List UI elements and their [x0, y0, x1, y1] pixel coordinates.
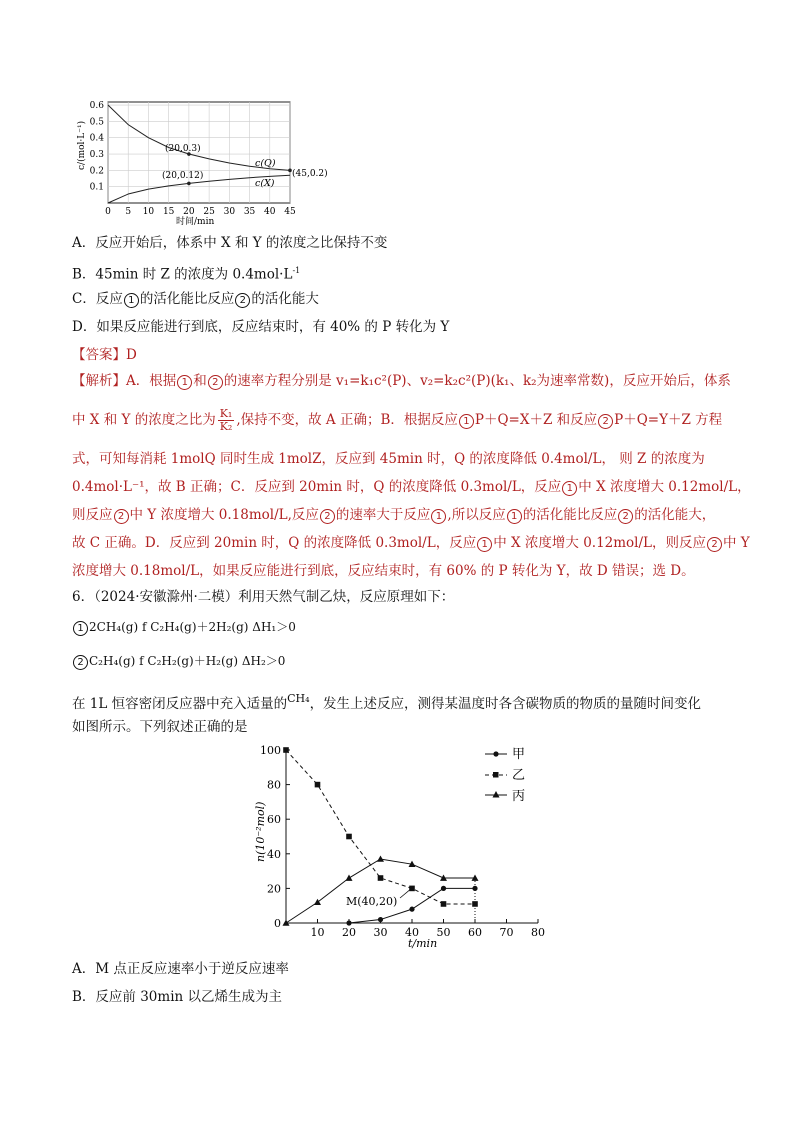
chart2-ytick: 80 — [267, 778, 281, 792]
chart2-ylabel: n(10⁻²mol) — [254, 801, 267, 862]
chart2-xtick: 60 — [468, 926, 482, 939]
q5-option-c: C．反应 1 的活化能比反应 2 的活化能大 — [72, 291, 319, 307]
circled-2: 2 — [235, 293, 250, 308]
chart1-xtick: 30 — [223, 207, 236, 217]
chart1-xtick: 45 — [284, 207, 296, 217]
chart2-ytick: 60 — [267, 813, 281, 827]
legend-yi: 乙 — [512, 768, 526, 783]
chart2-ytick: 40 — [267, 847, 281, 861]
chart1-xtick: 5 — [125, 207, 132, 217]
moles-time-chart — [250, 740, 550, 952]
ratio-fraction: $\frac{\text{K₁}}{\text{K₂}}$ — [219, 407, 233, 433]
legend-jia: 甲 — [512, 747, 526, 762]
q5-explanation-line4: 0.4mol·L⁻¹，故 B 正确；C．反应到 20min 时，Q 的浓度降低 0.3mol/L，反应 1 中 X 浓度增大 0.12mol/L， — [72, 479, 751, 495]
chart2-xtick: 80 — [531, 926, 545, 939]
chart2-xtick: 20 — [342, 926, 356, 939]
chart1-ylabel: c/(mol·L⁻¹) — [77, 120, 87, 170]
label-cq: c(Q) — [255, 158, 276, 169]
jia-point — [378, 917, 383, 922]
chart2-legend — [485, 747, 525, 804]
legend-square-marker — [493, 772, 499, 778]
chart1-xtick: 40 — [264, 207, 276, 217]
annotation-m-point: M(40,20) — [346, 895, 398, 908]
series-yi-line — [286, 750, 475, 904]
concentration-time-chart — [72, 92, 332, 232]
bing-point — [346, 875, 353, 881]
chart1-ytick: 0.2 — [89, 166, 104, 177]
chart2-xtick: 50 — [436, 926, 451, 939]
chart1-xtick: 25 — [203, 207, 215, 217]
chart2-xlabel: t/min — [408, 937, 438, 950]
bing-point — [377, 855, 384, 861]
chart2-ytick: 100 — [260, 744, 281, 757]
jia-point — [346, 920, 351, 925]
q5-explanation-line7: 浓度增大 0.18mol/L，如果反应能进行到底，反应结束时，有 60% 的 P 转化为 Y，故 D 错误；选 D。 — [72, 563, 695, 579]
yi-point — [441, 901, 447, 907]
q5-explanation-line6: 故 C 正确。D．反应到 20min 时，Q 的浓度降低 0.3mol/L，反应 1 中 X 浓度增大 0.12mol/L，则反应 2 中 Y — [72, 535, 750, 551]
q5-option-a: A．反应开始后，体系中 X 和 Y 的浓度之比保持不变 — [72, 235, 388, 251]
chart2-ytick: 20 — [267, 882, 281, 896]
chart1-xtick: 35 — [243, 207, 256, 217]
q5-explanation-line1: 【解析】A．根据 1 和 2 的速率方程分别是 v₁=k₁c²(P)、v₂=k₂c²(P)(k₁、k₂为速率常数)，反应开始后，体系 — [72, 373, 731, 389]
chart1-ytick: 0.3 — [89, 150, 104, 161]
annotation-45-0.2: (45,0.2) — [292, 169, 328, 179]
q6-reaction-1: 1 2CH₄(g) f C₂H₄(g)＋2H₂(g) ΔH₁＞0 — [72, 618, 296, 636]
yi-point — [315, 782, 321, 788]
q6-reaction-2: 2 C₂H₄(g) f C₂H₂(g)＋H₂(g) ΔH₂＞0 — [72, 652, 285, 670]
chart1-xtick: 10 — [142, 207, 155, 217]
yi-point — [378, 875, 384, 881]
jia-point — [441, 886, 446, 891]
jia-point — [409, 907, 414, 912]
q5-explanation-line5: 则反应 2 中 Y 浓度增大 0.18mol/L,反应 2 的速率大于反应 1 ,所以反应 1 的活化能比反应 2 的活化能大， — [72, 507, 716, 523]
annotation-m-pointer — [400, 888, 412, 898]
yi-point — [346, 834, 352, 840]
annotation-20-0.12: (20,0.12) — [162, 171, 204, 181]
annotation-20-0.3: (20,0.3) — [165, 144, 201, 154]
chart1-ytick: 0.6 — [89, 101, 104, 112]
q6-stem: 6．（2024·安徽滁州·二模）利用天然气制乙炔，反应原理如下： — [72, 589, 455, 605]
legend-triangle-marker — [493, 791, 500, 798]
chart1-xlabel: 时间/min — [176, 217, 215, 227]
q6-option-b: B．反应前 30min 以乙烯生成为主 — [72, 989, 282, 1005]
chart1-xtick: 15 — [162, 207, 175, 217]
bing-point — [314, 899, 321, 905]
series-bing-line — [286, 859, 475, 923]
chart1-ytick: 0.1 — [89, 182, 104, 193]
legend-bing: 丙 — [512, 789, 526, 804]
q5-option-b: B．45min 时 Z 的浓度为 $0.4mol\cdot L^{-1}$ — [72, 266, 301, 283]
chart2-xtick: 10 — [310, 926, 325, 939]
legend-circle-marker — [493, 751, 498, 756]
yi-point — [283, 747, 289, 753]
q6-body-line1: 在 1L 恒容密闭反应器中充入适量的$^{CH_4}$，发生上述反应，测得某温度时各含碳物质的物质的量随时间变化 — [72, 692, 702, 712]
chart2-ytick: 0 — [274, 917, 281, 930]
circled-1: 1 — [124, 293, 139, 308]
q5-explanation-line3: 式，可知每消耗 1molQ 同时生成 1molZ，反应到 45min 时，Q 的浓度降低 0.4mol/L， 则 Z 的浓度为 — [72, 451, 705, 467]
q6-option-a: A．M 点正反应速率小于逆反应速率 — [72, 961, 289, 977]
chart1-ytick: 0.5 — [89, 117, 104, 128]
label-cx: c(X) — [255, 178, 275, 189]
chart1-xtick: 0 — [105, 207, 111, 217]
chart1-ytick: 0.4 — [89, 133, 104, 144]
chart2-xtick: 40 — [405, 926, 419, 939]
point-20-0.12 — [187, 182, 191, 186]
q5-answer: 【答案】D — [72, 347, 137, 363]
chart2-xtick: 30 — [373, 926, 388, 939]
chart1-xtick: 20 — [183, 207, 195, 217]
q6-body-line2: 如图所示。下列叙述正确的是 — [72, 719, 248, 735]
chart2-xtick: 70 — [499, 926, 514, 939]
q5-explanation-line2: 中 X 和 Y 的浓度之比为 $\frac{\text{K₁}}{\text{K₂}}$ ,保持不变，故 A 正确；B．根据反应 1 P＋Q=X＋Z 和反应 2 P＋Q=Y＋Z 方程 — [72, 407, 723, 433]
q5-option-d: D．如果反应能进行到底，反应结束时，有 40% 的 P 转化为 Y — [72, 319, 450, 335]
